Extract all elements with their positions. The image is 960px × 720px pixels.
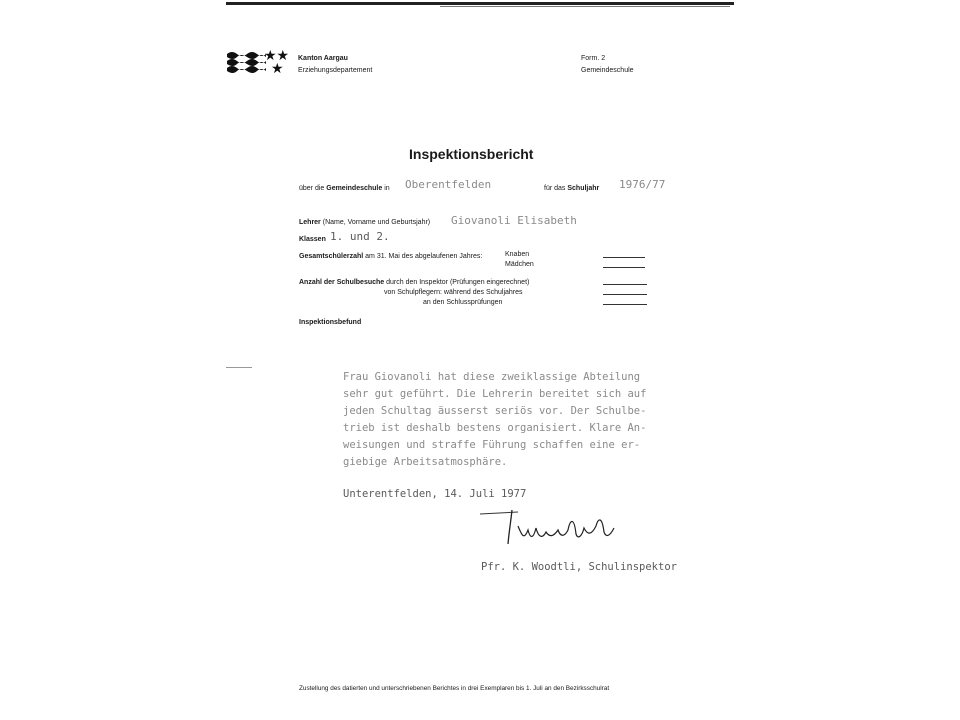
report-line: sehr gut geführt. Die Lehrerin bereitet sich auf bbox=[343, 388, 647, 400]
school-year-value: 1976/77 bbox=[619, 178, 666, 191]
canton-name: Kanton Aargau bbox=[298, 55, 348, 62]
visits-line2: von Schulpflegern: während des Schuljahres bbox=[384, 289, 523, 296]
girls-line bbox=[603, 267, 645, 268]
report-line: jeden Schultag äusserst seriös vor. Der Schulbe- bbox=[343, 405, 647, 417]
visits-label: Anzahl der Schulbesuche durch den Inspektor (Prüfungen eingerechnet) bbox=[299, 279, 530, 286]
pupils-label: Gesamtschülerzahl am 31. Mai des abgelaufenen Jahres: bbox=[299, 253, 483, 260]
scan-top-edge-shadow bbox=[440, 6, 730, 7]
scan-margin-mark bbox=[226, 367, 252, 368]
classes-label: Klassen bbox=[299, 236, 326, 243]
canton-star-lower-icon: ★ bbox=[271, 60, 284, 76]
page-title: Inspektionsbericht bbox=[409, 146, 534, 162]
visits-line3: an den Schlussprüfungen bbox=[423, 299, 503, 306]
visits-line-board bbox=[603, 294, 647, 295]
school-value: Oberentfelden bbox=[405, 178, 492, 191]
classes-value: 1. und 2. bbox=[330, 230, 390, 243]
report-line: Frau Giovanoli hat diese zweiklassige Abteilung bbox=[343, 371, 641, 383]
scan-top-edge bbox=[226, 2, 734, 5]
girls-label: Mädchen bbox=[505, 261, 534, 268]
year-row-label: für das Schuljahr bbox=[544, 185, 600, 192]
finding-label: Inspektionsbefund bbox=[299, 319, 362, 326]
report-line: trieb ist deshalb bestens organisiert. Klare An- bbox=[343, 422, 647, 434]
report-line: giebige Arbeitsatmosphäre. bbox=[343, 456, 508, 468]
boys-label: Knaben bbox=[505, 251, 530, 258]
department-name: Erziehungsdepartement bbox=[298, 67, 373, 74]
boys-line bbox=[603, 257, 645, 258]
signature-image bbox=[478, 506, 618, 550]
document-page bbox=[226, 0, 734, 720]
form-number: Form. 2 bbox=[581, 55, 606, 62]
canton-stars-icon: ★★ bbox=[264, 47, 290, 63]
report-line: weisungen und straffe Führung schaffen eine er- bbox=[343, 439, 641, 451]
form-type: Gemeindeschule bbox=[581, 67, 634, 74]
signatory: Pfr. K. Woodtli, Schulinspektor bbox=[481, 561, 677, 573]
teacher-label: Lehrer (Name, Vorname und Geburtsjahr) bbox=[299, 219, 431, 226]
place-date: Unterentfelden, 14. Juli 1977 bbox=[343, 488, 527, 500]
teacher-value: Giovanoli Elisabeth bbox=[451, 214, 577, 227]
visits-line-inspector bbox=[603, 284, 647, 285]
footer-note: Zustellung des datierten und unterschriebenen Berichtes in drei Exemplaren bis 1. Juli an den Bezirksschulrat bbox=[299, 685, 610, 692]
report-text bbox=[343, 369, 646, 471]
canton-logo-waves-icon bbox=[226, 50, 266, 76]
visits-line-exams bbox=[603, 304, 647, 305]
school-row-label: über die Gemeindeschule in bbox=[299, 185, 390, 192]
